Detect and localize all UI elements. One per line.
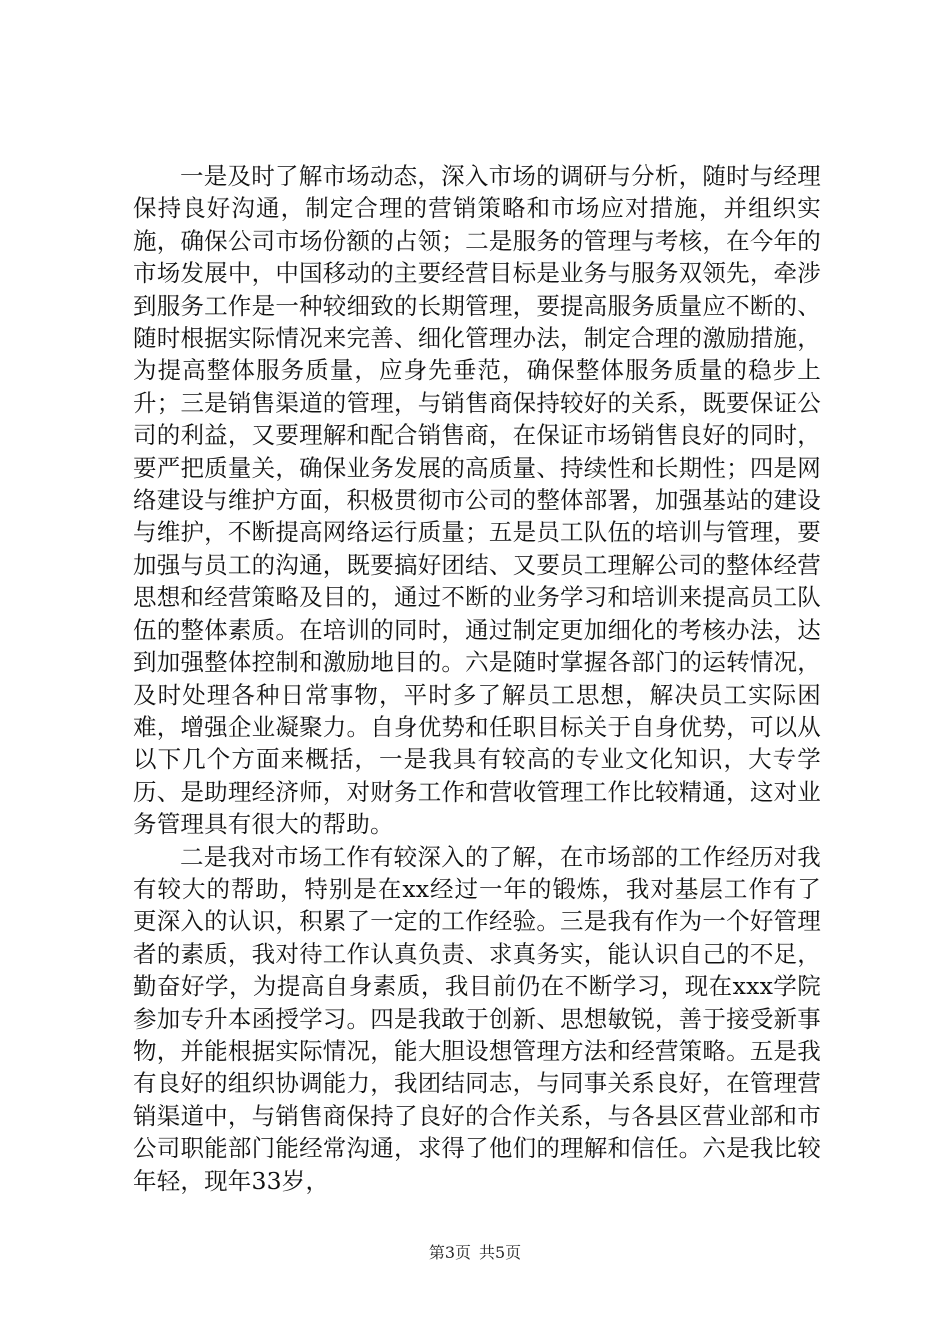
page-total: 共5页 [479, 1243, 522, 1262]
paragraph-1: 一是及时了解市场动态，深入市场的调研与分析，随时与经理保持良好沟通，制定合理的营销策略和市场应对措施，并组织实施，确保公司市场份额的占领；二是服务的管理与考核，在今年的市场发展中，中国移动的主要经营目标是业务与服务双领先，牵涉到服务工作是一种较细致的长期管理，要提高服务质量应不断的、随时根据实际情况来完善、细化管理办法，制定合理的激励措施，为提高整体服务质量，应身先垂范，确保整体服务质量的稳步上升；三是销售渠道的管理，与销售商保持较好的关系，既要保证公司的利益，又要理解和配合销售商，在保证市场销售良好的同时，要严把质量关，确保业务发展的高质量、持续性和长期性；四是网络建设与维护方面，积极贯彻市公司的整体部署，加强基站的建设与维护，不断提高网络运行质量；五是员工队伍的培训与管理，要加强与员工的沟通，既要搞好团结、又要员工理解公司的整体经营思想和经营策略及目的，通过不断的业务学习和培训来提高员工队伍的整体素质。在培训的同时，通过制定更加细化的考核办法，达到加强整体控制和激励地目的。六是随时掌握各部门的运转情况，及时处理各种日常事物，平时多了解员工思想，解决员工实际困难，增强企业凝聚力。自身优势和任职目标关于自身优势，可以从以下几个方面来概括，一是我具有较高的专业文化知识，大专学历、是助理经济师，对财务工作和营收管理工作比较精通，这对业务管理具有很大的帮助。 [133, 162, 821, 839]
document-body [133, 160, 821, 1197]
page-footer [0, 1243, 950, 1263]
paragraph-2: 二是我对市场工作有较深入的了解，在市场部的工作经历对我有较大的帮助，特别是在xx经过一年的锻炼，我对基层工作有了更深入的认识，积累了一定的工作经验。三是我有作为一个好管理者的素质，我对待工作认真负责、求真务实，能认识自己的不足，勤奋好学，为提高自身素质，我目前仍在不断学习，现在xxx学院参加专升本函授学习。四是我敢于创新、思想敏锐，善于接受新事物，并能根据实际情况，能大胆设想管理方法和经营策略。五是我有良好的组织协调能力，我团结同志，与同事关系良好，在管理营销渠道中，与销售商保持了良好的合作关系，与各县区营业部和市公司职能部门能经常沟通，求得了他们的理解和信任。六是我比较年轻，现年33岁， [133, 842, 821, 1195]
page-number: 第3页 [428, 1243, 471, 1262]
